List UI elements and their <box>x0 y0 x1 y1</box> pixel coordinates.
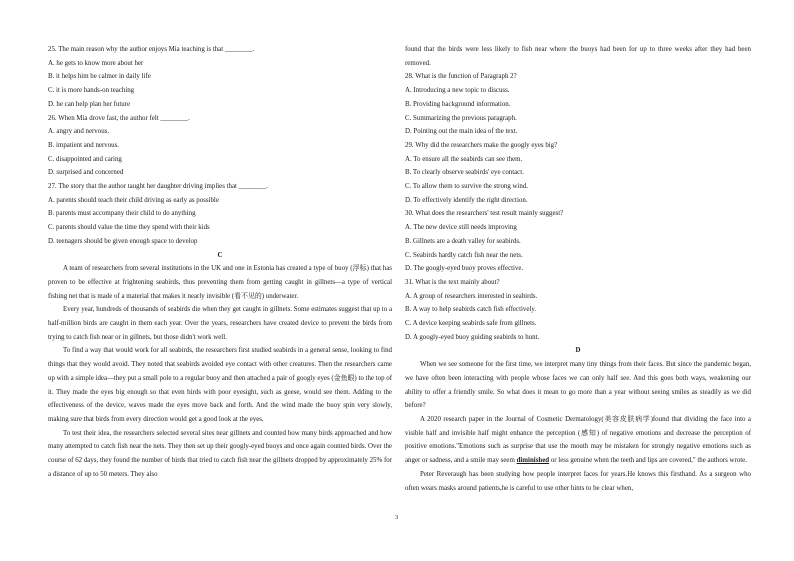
passage-c-paragraph-2: Every year, hundreds of thousands of seabirds die when they get caught in gillnets. Some estimates suggest that up to a half-million birds are caught in them each year. Over the years, researchers have created device to prevent the birds from trying to catch fish near or in gillnets, but those didn't work well. <box>48 306 392 341</box>
question-26-option-a: A. angry and nervous. <box>48 128 110 136</box>
question-28-stem: 28. What is the function of Paragraph 2? <box>405 73 517 81</box>
question-27-option-a: A. parents should teach their child driving as early as possible <box>48 196 219 204</box>
section-c-heading: C <box>217 251 223 259</box>
question-28-option-d: D. Pointing out the main idea of the text. <box>405 128 518 136</box>
question-30-option-d: D. The googly-eyed buoy proves effective. <box>405 265 524 273</box>
question-29-stem: 29. Why did the researchers make the googly eyes big? <box>405 141 558 149</box>
page-number: 3 <box>395 514 399 521</box>
question-31-option-d: D. A googly-eyed buoy guiding seabirds to hunt. <box>405 333 540 341</box>
passage-d-paragraph-1: When we see someone for the first time, we interpret many tiny things from their faces. But since the pandemic began, we have often been interacting with people whose faces we can only half see. And this goes both ways, weakening our ability to offer a friendly smile. So what does it mean to go more than a year without seeing smiles as steadily as we did before? <box>405 361 751 410</box>
question-31-stem: 31. What is the text mainly about? <box>405 278 500 286</box>
passage-c-continuation: found that the birds were less likely to fish near where the buoys had been for up to three weeks after they had been removed. <box>405 46 751 67</box>
question-28-option-c: C. Summarizing the previous paragraph. <box>405 114 517 122</box>
question-25-option-b: B. it helps him be calmer in daily life <box>48 73 151 81</box>
passage-c-paragraph-3: To find a way that would work for all seabirds, the researchers first studied seabirds in a general sense, looking to find things that they would avoid. They noted that seabirds avoided eye contact with other creatures. Then the researchers came up with a simple idea—they put a small pole to a regular buoy and then attached a pair of googly eyes (金鱼眼) to the top of it. They made the eyes big enough so that even birds with poor eyesight, such as geese, would see them. Adding to the effectiveness of the device, waves made the eyes move back and forth. And the wind made the buoy spin very slowly, making sure that birds from every direction would get a good look at the eyes. <box>48 347 392 423</box>
question-31-option-b: B. A way to help seabirds catch fish effectively. <box>405 306 537 314</box>
passage-d-paragraph-3: Peter Reveraugh has been studying how people interpret faces for years.He knows this firsthand. As a surgeon who often wears masks around patients,he is careful to use other hints to be clear when, <box>405 470 751 492</box>
question-28-option-b: B. Providing background information. <box>405 100 511 108</box>
question-27-option-c: C. parents should value the time they spend with their kids <box>48 224 210 232</box>
question-27-option-b: B. parents must accompany their child to do anything <box>48 210 196 218</box>
question-29-option-b: B. To clearly observe seabirds' eye contact. <box>405 169 524 177</box>
question-26-option-c: C. disappointed and caring <box>48 155 122 163</box>
passage-c-paragraph-4: To test their idea, the researchers selected several sites near gillnets and counted how many birds approached and how many attempted to catch fish near the nets. They then set up their googly-eyed buoys and once again counted birds. Over the course of 62 days, they found the number of birds that tried to catch fish near the gillnets dropped by approximately 25% for a distance of up to 50 meters. They also <box>48 429 392 478</box>
right-column <box>405 43 751 495</box>
question-31-option-c: C. A device keeping seabirds safe from gillnets. <box>405 320 537 328</box>
question-31-option-a: A. A group of researchers interested in seabirds. <box>405 292 538 300</box>
question-27-option-d: D. teenagers should be given enough space to develop <box>48 237 198 245</box>
question-25-option-d: D. he can help plan her future <box>48 100 131 108</box>
question-26-option-b: B. impatient and nervous. <box>48 141 119 149</box>
question-25-option-c: C. it is more hands-on teaching <box>48 87 135 95</box>
passage-d-paragraph-2-end: or less genuine when the teeth and lips are covered," the authors wrote. <box>549 457 747 465</box>
question-26-stem: 26. When Mia drove fast, the author felt ________. <box>48 114 190 122</box>
question-30-option-b: B. Gillnets are a death valley for seabirds. <box>405 237 521 245</box>
question-29-option-c: C. To allow them to survive the strong wind. <box>405 183 529 191</box>
question-28-option-a: A. Introducing a new topic to discuss. <box>405 87 510 95</box>
question-30-option-a: A. The new device still needs improving <box>405 224 517 232</box>
question-30-option-c: C. Seabirds hardly catch fish near the nets. <box>405 251 523 259</box>
underlined-word-diminished: diminished <box>516 457 550 465</box>
section-d-heading: D <box>575 347 581 355</box>
question-25-option-a: A. he gets to know more about her <box>48 59 144 67</box>
passage-d-paragraph-2-start: A 2020 research paper in the Journal of Cosmetic Dermatology(美容皮肤病学)found that dividing the face into a visible half and invisible half might enhance the perception (感知) of negative emotions and decrease the perception of positive emotions."Emotions such as surprise that use the mouth may be mistaken for strongly negative emotions such as anger or sadness, and a smile may seem <box>405 415 751 465</box>
question-29-option-d: D. To effectively identify the right direction. <box>405 196 528 204</box>
passage-c-paragraph-1: A team of researchers from several institutions in the UK and one in Estonia has created a type of buoy (浮标) that has proven to be effective at frightening seabirds, thus preventing them from getting caught in gillnets—a type of vertical fishing net that is made of a material that makes it nearly invisible (看不见的) underwater. <box>48 265 392 300</box>
passage-d-paragraph-2 <box>405 413 751 468</box>
question-25-stem: 25. The main reason why the author enjoys Mia teaching is that ________. <box>48 46 255 53</box>
question-27-stem: 27. The story that the author taught her daughter driving implies that ________. <box>48 183 268 191</box>
left-column <box>48 43 392 482</box>
question-29-option-a: A. To ensure all the seabirds can see them. <box>405 155 523 163</box>
question-26-option-d: D. surprised and concerned <box>48 169 124 177</box>
question-30-stem: 30. What does the researchers' test result mainly suggest? <box>405 210 564 218</box>
